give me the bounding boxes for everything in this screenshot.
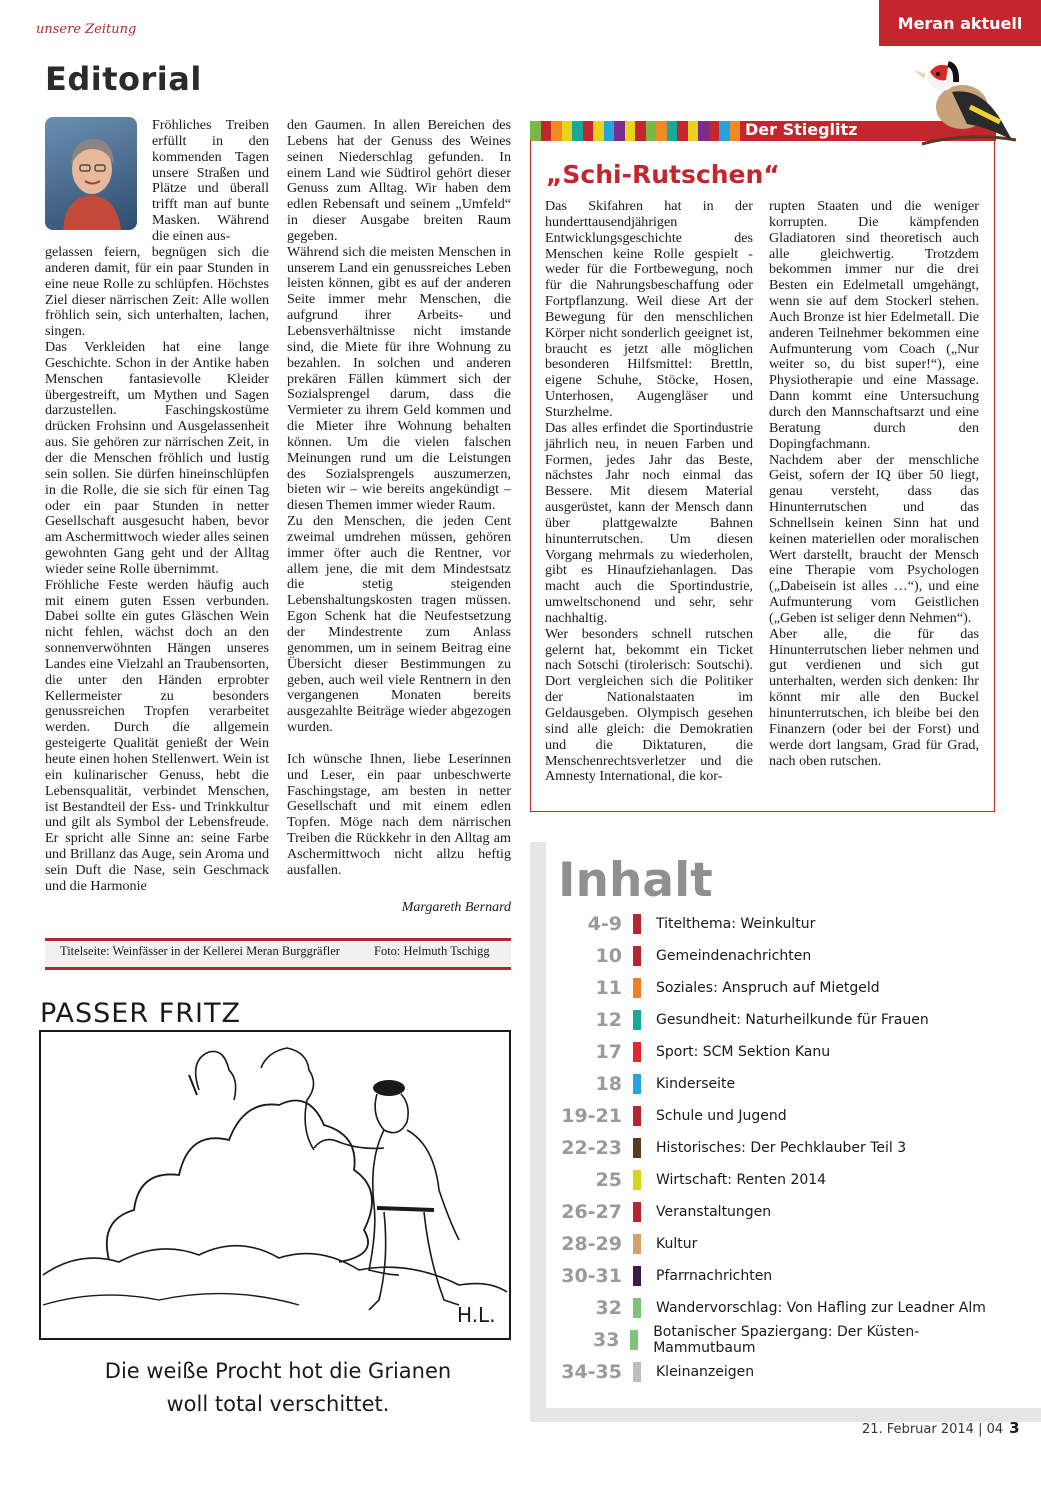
contents-label: Veranstaltungen [656,1204,772,1220]
contents-label: Kultur [656,1236,698,1252]
contents-page-range: 17 [595,1041,622,1063]
contents-color-marker [633,914,641,934]
editorial-column-1 [45,245,269,895]
editorial-signature: Margareth Bernard [401,900,511,915]
contents-label: Wirtschaft: Renten 2014 [656,1172,827,1188]
color-stripe [530,121,541,141]
color-stripe [730,121,741,141]
contents-item [540,1006,1010,1034]
color-stripe [698,121,709,141]
contents-color-marker [633,1074,641,1094]
contents-page-range: 10 [595,945,622,967]
contents-item [540,1358,1010,1386]
paragraph: rupten Staaten und die weniger korrupten. Die kämpfenden Gladiatoren sind theoretisch auch alle gleichwertig. Trotzdem bekommen immer nur die drei Besten ein Edelmetall umgehängt, wenn sie auf dem Stockerl stehen. Auch Bronze ist hier Edelmetall. Die anderen Teilnehmer bekommen eine Aufmunterung vom Coach („Nur weiter so, du bist super!“), eine Physiotherapie und eine Massage. Dann kommt eine Untersuchung durch den Mannschaftsarzt und eine Beratung durch den Dopingfachmann. [769,198,979,452]
contents-label: Kinderseite [656,1076,736,1092]
paragraph: den Gaumen. In allen Bereichen des Lebens hat der Genuss des Weines seinen Niederschlag gefunden. In einem Land wie Südtirol gehört dieser Genuss zum Alltag. Wir haben dem edlen Rebensaft und seinem „Umfeld“ in dieser Ausgabe breiten Raum gegeben. [287,117,511,244]
contents-page-range: 26-27 [561,1201,622,1223]
color-stripe [688,121,699,141]
contents-label: Wandervorschlag: Von Hafling zur Leadner Alm [656,1300,986,1316]
contents-label: Gesundheit: Naturheilkunde für Frauen [656,1012,929,1028]
cartoon-signature: H.L. [457,1303,496,1327]
color-stripe [656,121,667,141]
contents-item [540,1262,1010,1290]
paragraph: gelassen feiern, begnügen sich die anderen damit, für ein paar Stunden in eine neue Rolle zu schlüpfen. Höchstes Ziel dieser närrischen Zeit: Alle wollen fröhlich sein, sich unterhalten, lachen, singen. [45,244,269,340]
editorial-column-2 [287,118,511,879]
color-stripe [614,121,625,141]
color-stripe [635,121,646,141]
contents-item [540,910,1010,938]
contents-label: Sport: SCM Sektion Kanu [656,1044,831,1060]
page-number: 3 [1009,1419,1020,1437]
color-stripe [572,121,583,141]
contents-item [540,1326,1010,1354]
color-stripes [530,121,740,141]
contents-color-marker [633,1010,641,1030]
contents-page-range: 18 [595,1073,622,1095]
color-stripe [541,121,552,141]
paragraph: Das alles erfindet die Sportindustrie jährlich neu, in neuen Farben und Formen, jedes Jahr das Beste, nächstes Jahr noch einmal das Bessere. Mit diesem Material ausgerüstet, kann der Mensch dann über plattgewalzte Bahnen hinunterrutschen. Um diesen Vorgang mehrmals zu wiederholen, gibt es Hinaufziehanlagen. Das macht auch die Sportindustrie, umweltschonend und sehr, sehr nachhaltig. [545,419,753,626]
cartoon-drawing [39,1030,511,1340]
issue-date: 21. Februar 2014 | 04 [862,1422,1004,1437]
color-stripe [583,121,594,141]
contents-page-range: 19-21 [561,1105,622,1127]
contents-title: Inhalt [558,853,713,908]
contents-item [540,1198,1010,1226]
photo-credit: Foto: Helmuth Tschigg [374,944,490,958]
color-stripe [625,121,636,141]
article-headline: „Schi-Rutschen“ [546,160,780,189]
paragraph: Während sich die meisten Menschen in unserem Land ein genussreiches Leben leisten können, gibt es auf der anderen Seite immer mehr Menschen, die aufgrund ihrer Arbeits- und Lebensverhältnisse nicht imstande sind, die Miete für ihre Wohnung zu bezahlen. In solchen und anderen prekären Fällen kümmert sich der Sozialsprengel darum, dass die Vermieter zu ihrem Geld kommen und die Mieter ihre Wohnung behalten können. Um die vielen falschen Meinungen rund um die Leistungen des Sozialsprengels auszumerzen, bieten wir – wie bereits angekündigt – diesen Themen immer wieder Raum. [287,243,511,514]
contents-label: Historisches: Der Pechklauber Teil 3 [656,1140,907,1156]
cartoon-caption: Die weiße Procht hot die Grianen woll total verschittet. [104,1359,452,1416]
contents-page-range: 30-31 [561,1265,622,1287]
contents-color-marker [633,1042,641,1062]
paragraph: Nachdem aber der menschliche Geist, sofern der IQ über 50 liegt, genau versteht, dass das Hinunterrutschen und das Schnellsein keinen Sinn hat und keinen materiellen oder moralischen Wert darstellt, braucht der Mensch eine Therapie vom Psychologen („Dabeisein ist alles …“), und eine Aufmunterung vom Geistlichen („Geben ist seliger denn Nehmen“). [769,451,979,626]
contents-label: Pfarrnachrichten [656,1268,773,1284]
contents-color-marker [633,1170,641,1190]
color-stripe [677,121,688,141]
contents-page-range: 12 [595,1009,622,1031]
contents-item [540,1294,1010,1322]
contents-page-range: 11 [595,977,622,999]
contents-page-range: 34-35 [561,1361,622,1383]
color-stripe [604,121,615,141]
color-stripe [667,121,678,141]
editorial-title: Editorial [45,60,202,98]
title-caption: Titelseite: Weinfässer in der Kellerei Meran Burggräfler [60,944,340,958]
contents-color-marker [633,1298,641,1318]
contents-color-marker [633,1362,641,1382]
contents-label: Gemeindenachrichten [656,948,812,964]
contents-page-range: 4-9 [587,913,622,935]
contents-label: Titelthema: Weinkultur [656,916,816,932]
paragraph: Zu den Menschen, die jeden Cent zweimal umdrehen müssen, gehören immer öfter auch die Rentner, vor allem jene, die mit dem Mindestsatz die stetig steigenden Lebenshaltungskosten tragen müssen. Egon Schenk hat die Neufestsetzung der Mindestrente zum Anlass genommen, um in seinem Beitrag eine Übersicht dieser Bestimmungen zu geben, auch weil viele Rentnern in den vergangenen Monaten bereits ausgezahlte Beiträge wieder abgezogen wurden. [287,513,511,736]
contents-item [540,1166,1010,1194]
contents-label: Kleinanzeigen [656,1364,755,1380]
contents-page-range: 25 [595,1169,622,1191]
contents-color-marker [633,946,641,966]
color-stripe [646,121,657,141]
author-portrait-icon [45,117,137,230]
contents-page-range: 28-29 [561,1233,622,1255]
paragraph: Das Skifahren hat in der hunderttausendjährigen Entwicklungsgeschichte des Menschen keine Rolle gespielt - weder für die Fortbewegung, noch für die Nahrungsbeschaffung oder Fortpflanzung. Weil diese Art der Bewegung für den menschlichen Körper nicht sonderlich geeignet ist, braucht es jetzt alle möglichen besonderen Hilfsmittel: Brettln, eigene Schuhe, Stöcke, Hosen, Unterhosen, Augengläser und Sturzhelme. [545,198,753,420]
color-stripe [719,121,730,141]
paragraph: Wer besonders schnell rutschen gelernt hat, bekommt ein Ticket nach Sotschi (tirolerisch: Soutschi). Dort vergleichen sich die Politiker der Nationalstaaten im Geldausgeben. Olympisch gesehen sind alle gleich: die Demokratien und die Diktaturen, die Menschenrechtsverletzer und die Amnesty International, die kor- [545,625,753,785]
stieglitz-column-1 [545,199,753,785]
paragraph: Fröhliche Feste werden häufig auch mit einem guten Essen verbunden. Dabei sollte ein gutes Gläschen Wein nicht fehlen, wächst doch an den sonnenverwöhnten Hängen unseres Landes eine Vielzahl an Traubensorten, die unter den Händen erprobter Kellermeister zu besonders genussreichen Tropfen verarbeitet werden. Durch die allgemein gesteigerte Qualität genießt der Wein heute einen hohen Stellenwert. Wein ist ein kulinarischer Genuss, hebt die Lebensqualität, verbindet Menschen, ist Bestandteil der Ess- und Trinkkultur und gilt als Symbol der Lebensfreude. Er spricht alle Sinne an: seine Farbe und Brillanz das Auge, sein Aroma und sein Duft die Nase, sein Geschmack und die Harmonie [45,576,269,894]
color-stripe [593,121,604,141]
cartoon-title: PASSER FRITZ [40,998,241,1029]
paragraph: Das Verkleiden hat eine lange Geschichte. Schon in der Antike haben Menschen fantasievolle Kleider übergestreift, um Mythen und Sagen darzustellen. Faschingskostüme drücken Frohsinn und Ausgelassenheit aus. Sie gehören zur närrischen Zeit, in der die Menschen fröhlich und lustig sein sollen. Sie dürfen hineinschlüpfen in die Rolle, die sie sich für einen Tag oder ein paar Stunden in netter Gesellschaft ausgesucht haben, bevor am Aschermittwoch wieder alles seinen gewohnten Gang geht und der Alltag wieder seine Rolle übernimmt. [45,339,269,577]
contents-color-marker [630,1330,638,1350]
color-stripe [551,121,562,141]
contents-color-marker [633,1234,641,1254]
contents-item [540,1070,1010,1098]
contents-color-marker [633,1266,641,1286]
column-name: Der Stieglitz [745,120,858,139]
contents-item [540,1038,1010,1066]
color-stripe [562,121,573,141]
contents-label: Botanischer Spaziergang: Der Küsten-Mammutbaum [653,1324,920,1356]
contents-page-range: 32 [595,1297,622,1319]
stieglitz-column-2 [769,199,979,769]
contents-color-marker [633,1106,641,1126]
editorial-column-1-top: Fröhliches Treiben erfüllt in den kommenden Tagen unsere Straßen und Plätze und überall trifft man auf bunte Masken. Während die einen aus- [152,117,269,244]
contents-item [540,1230,1010,1258]
color-stripe [709,121,720,141]
section-badge: Meran aktuell [879,0,1041,46]
goldfinch-icon [912,52,1018,148]
contents-item [540,974,1010,1002]
page-footer [862,1419,1020,1437]
contents-item [540,1102,1010,1130]
contents-color-marker [633,1202,641,1222]
contents-item [540,1134,1010,1162]
contents-page-range: 33 [592,1329,620,1351]
author-photo [45,117,137,230]
contents-label: Soziales: Anspruch auf Mietgeld [656,980,880,996]
contents-label: Schule und Jugend [656,1108,787,1124]
magazine-logo: unsere Zeitung [36,22,137,37]
paragraph: Ich wünsche Ihnen, liebe Leserinnen und Leser, ein paar unbeschwerte Faschingstage, am besten in netter Gesellschaft und mit einem edlen Topfen. Möge nach dem närrischen Treiben die Rückkehr in den Alltag am Aschermittwoch nicht allzu heftig ausfallen. [287,750,511,878]
contents-color-marker [633,978,641,998]
contents-color-marker [633,1138,641,1158]
paragraph: Aber alle, die für das Hinunterrutschen lieber nehmen und gut verdienen und sich gut unterhalten, werden sich denken: Ihr könnt mir alle den Buckel hinunterrutschen, ich bleibe bei den Finanzern (oder bei der Forst) und werde dort langsam, Grad für Grad, nach oben rutschen. [769,625,979,769]
contents-page-range: 22-23 [561,1137,622,1159]
contents-item [540,942,1010,970]
